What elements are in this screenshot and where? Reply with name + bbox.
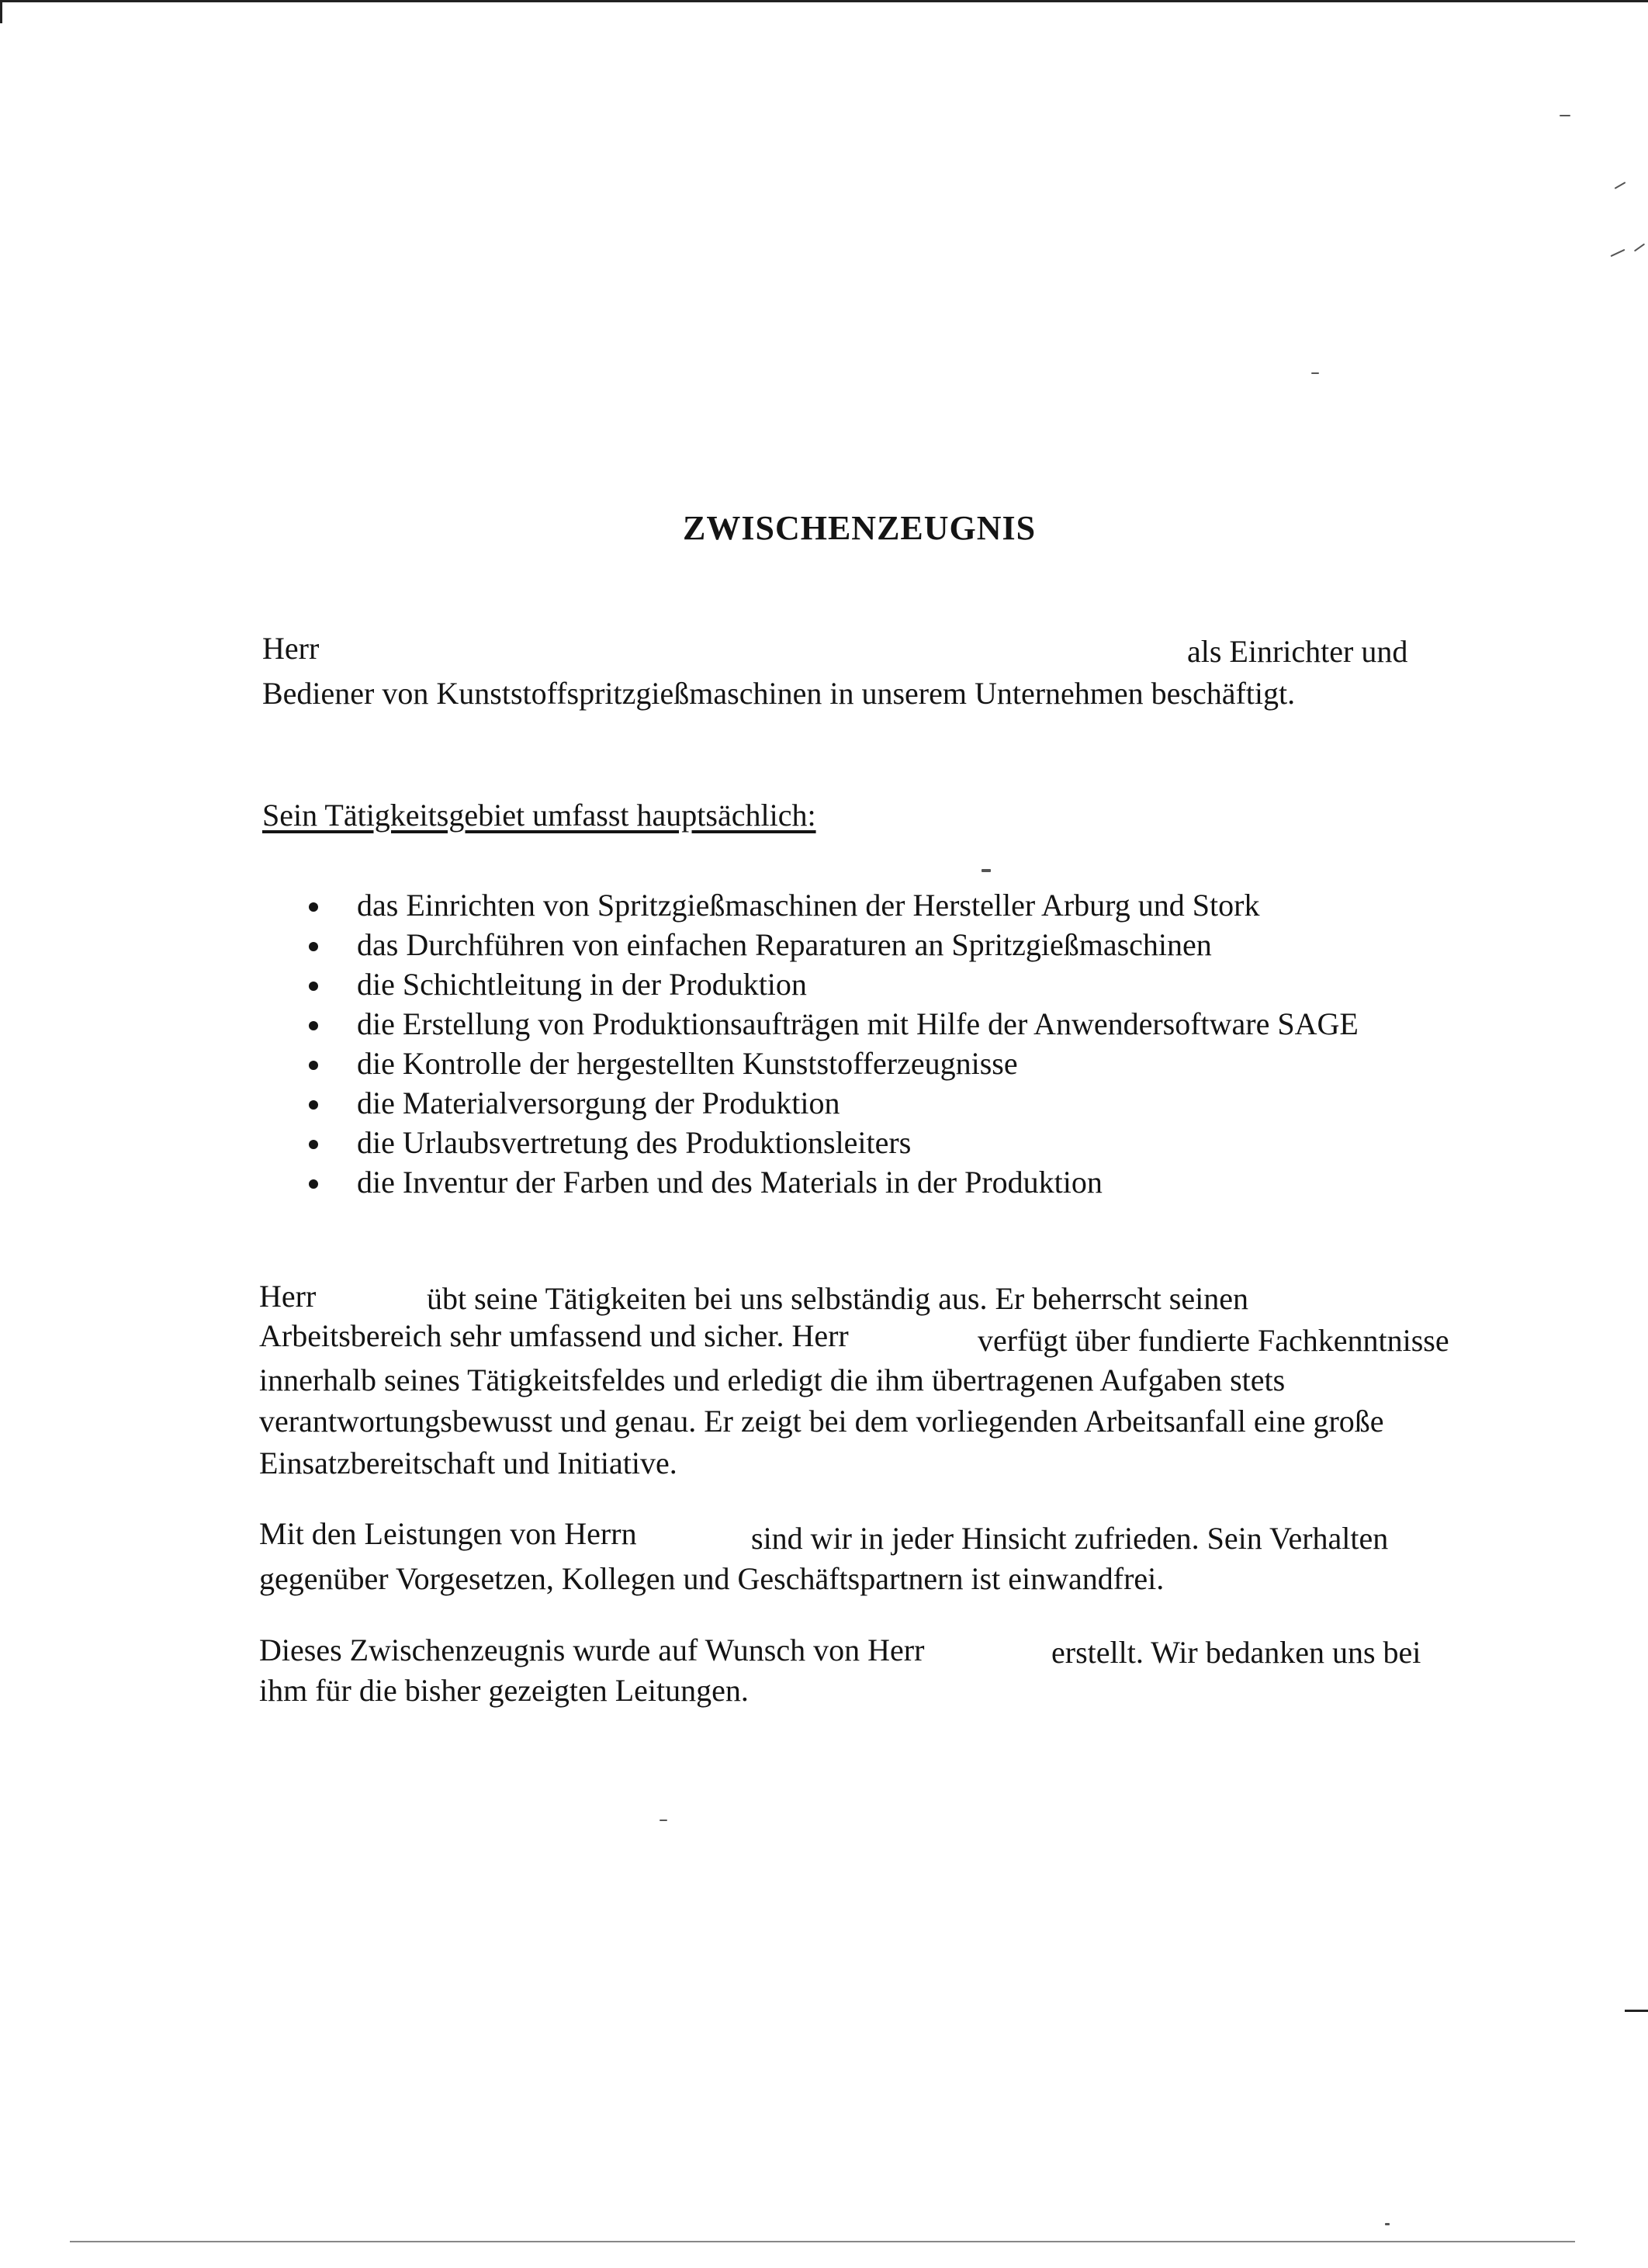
assessment-line-3: innerhalb seines Tätigkeitsfeldes und erledigt die ihm übertragenen Aufgaben stets <box>259 1363 1286 1397</box>
scan-speck <box>1311 372 1319 374</box>
scan-speck <box>1611 249 1625 257</box>
scan-speck <box>1615 182 1626 189</box>
scan-speck <box>1634 244 1645 252</box>
closing-line-2: ihm für die bisher gezeigten Leitungen. <box>259 1673 749 1708</box>
assessment-line-1b: übt seine Tätigkeiten bei uns selbständig aus. Er beherrscht seinen <box>427 1281 1248 1316</box>
assessment-line-5: Einsatzbereitschaft und Initiative. <box>259 1446 677 1480</box>
bullet-icon <box>309 982 318 991</box>
task-text: die Erstellung von Produktionsaufträgen mit Hilfe der Anwendersoftware SAGE <box>357 1006 1359 1041</box>
bullet-icon <box>309 1061 318 1070</box>
scan-edge-top <box>0 0 1648 2</box>
assessment-line-1a: Herr <box>259 1279 317 1314</box>
assessment-line-4: verantwortungsbewusst und genau. Er zeigt bei dem vorliegenden Arbeitsanfall eine große <box>259 1404 1384 1439</box>
closing-line-1a: Dieses Zwischenzeugnis wurde auf Wunsch von Herr <box>259 1633 925 1667</box>
performance-line-1a: Mit den Leistungen von Herrn <box>259 1516 637 1551</box>
assessment-line-2a: Arbeitsbereich sehr umfassend und sicher. Herr <box>259 1318 849 1353</box>
intro-line-2: Bediener von Kunststoffspritzgießmaschinen in unserem Unternehmen beschäftigt. <box>262 676 1296 711</box>
bullet-icon <box>309 1021 318 1030</box>
scan-mark-right <box>1625 2010 1648 2012</box>
bullet-icon <box>309 1179 318 1189</box>
performance-line-1b: sind wir in jeder Hinsicht zufrieden. Sein Verhalten <box>751 1521 1389 1556</box>
scan-speck <box>1560 115 1570 116</box>
scan-edge-left <box>0 0 2 23</box>
assessment-line-2b: verfügt über fundierte Fachkenntnisse <box>978 1323 1449 1358</box>
task-text: die Kontrolle der hergestellten Kunststofferzeugnisse <box>357 1046 1018 1081</box>
bullet-icon <box>309 902 318 912</box>
intro-line-1-end: als Einrichter und <box>1187 634 1408 669</box>
scan-edge-bottom <box>70 2241 1575 2242</box>
scan-speck <box>982 869 991 872</box>
task-text: die Urlaubsvertretung des Produktionsleiters <box>357 1125 912 1160</box>
performance-line-2: gegenüber Vorgesetzen, Kollegen und Geschäftspartnern ist einwandfrei. <box>259 1561 1165 1596</box>
bullet-icon <box>309 942 318 951</box>
scope-heading: Sein Tätigkeitsgebiet umfasst hauptsächlich: <box>262 798 816 833</box>
closing-line-1b: erstellt. Wir bedanken uns bei <box>1051 1635 1421 1670</box>
task-text: das Durchführen von einfachen Reparaturen an Spritzgießmaschinen <box>357 927 1212 962</box>
task-text: das Einrichten von Spritzgießmaschinen der Hersteller Arburg und Stork <box>357 888 1260 923</box>
task-text: die Schichtleitung in der Produktion <box>357 967 807 1002</box>
scan-speck <box>1385 2223 1390 2225</box>
scan-speck <box>660 1820 667 1821</box>
task-text: die Materialversorgung der Produktion <box>357 1086 840 1120</box>
document-title: ZWISCHENZEUGNIS <box>683 509 1037 547</box>
task-text: die Inventur der Farben und des Materials in der Produktion <box>357 1165 1103 1200</box>
intro-line-1-start: Herr <box>262 631 320 666</box>
bullet-icon <box>309 1140 318 1149</box>
bullet-icon <box>309 1100 318 1110</box>
